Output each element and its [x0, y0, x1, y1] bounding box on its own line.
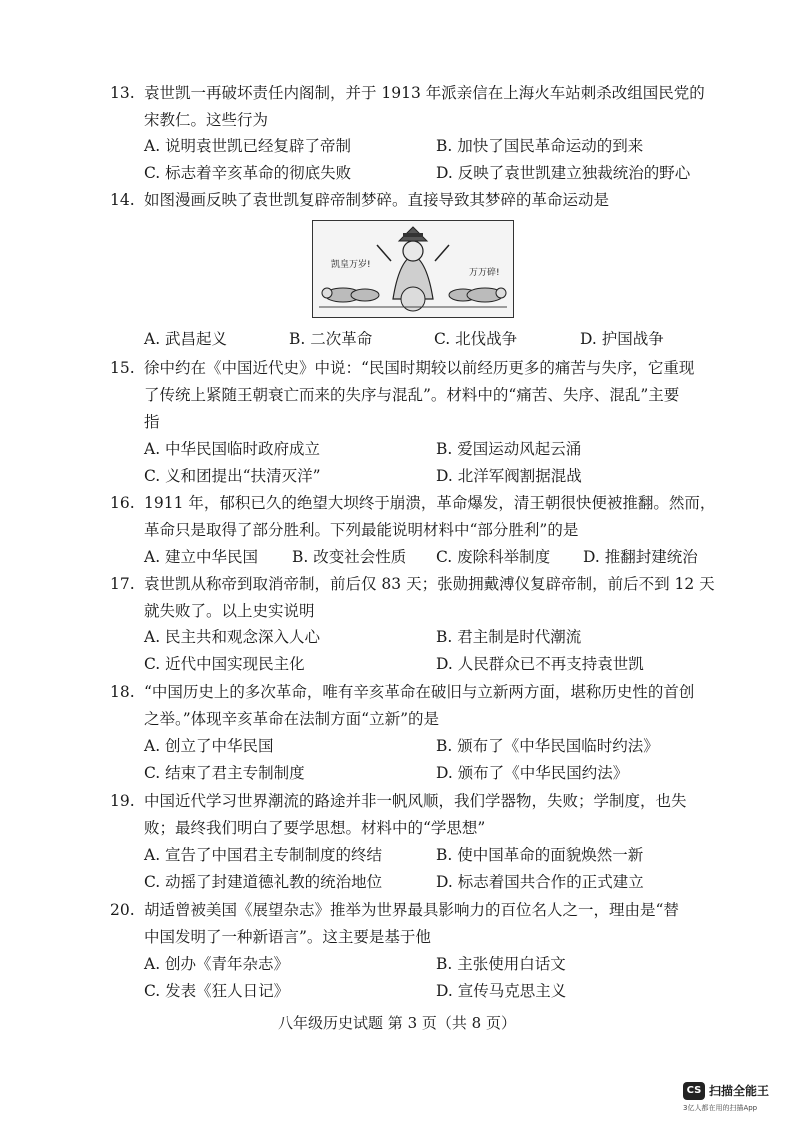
option-c: C. 结束了君主专制制度: [144, 764, 305, 782]
stem-line: 了传统上紧随王朝衰亡而来的失序与混乱”。材料中的“痛苦、失序、混乱”主要: [144, 386, 680, 404]
camscanner-logo-icon: CS: [683, 1082, 705, 1100]
question-number: 15.: [110, 359, 135, 377]
option-b: B. 主张使用白话文: [436, 955, 566, 973]
stem-line: 1911 年，郁积已久的绝望大坝终于崩溃，革命爆发，清王朝很快便被推翻。然而，: [144, 494, 716, 512]
option-c: C. 动摇了封建道德礼教的统治地位: [144, 873, 383, 891]
option-c: C. 近代中国实现民主化: [144, 655, 305, 673]
option-a: A. 说明袁世凯已经复辟了帝制: [144, 137, 352, 155]
option-a: A. 武昌起义: [144, 330, 228, 348]
option-a: A. 创办《青年杂志》: [144, 955, 290, 973]
yuan-shikai-cartoon: [312, 220, 514, 318]
option-d: D. 反映了袁世凯建立独裁统治的野心: [436, 164, 691, 182]
option-c: C. 义和团提出“扶清灭洋”: [144, 467, 321, 485]
question-16: [112, 490, 732, 544]
scanner-watermark: [683, 1082, 791, 1116]
stem-line: 就失败了。以上史实说明: [144, 602, 315, 620]
option-d: D. 宣传马克思主义: [436, 982, 567, 1000]
option-a: A. 建立中华民国: [144, 548, 259, 566]
option-a: A. 民主共和观念深入人心: [144, 628, 321, 646]
stem-line: 袁世凯从称帝到取消帝制，前后仅 83 天；张勋拥戴溥仪复辟帝制，前后不到 12 天: [144, 575, 715, 593]
stem-line: 胡适曾被美国《展望杂志》推举为世界最具影响力的百位名人之一，理由是“替: [144, 901, 679, 919]
question-18: [112, 679, 732, 733]
question-number: 14.: [110, 191, 135, 209]
option-d: D. 颁布了《中华民国约法》: [436, 764, 629, 782]
option-d: D. 人民群众已不再支持袁世凯: [436, 655, 644, 673]
question-17: [112, 571, 732, 625]
stem-line: 中国发明了一种新语言”。这主要是基于他: [144, 928, 431, 946]
question-13: [112, 80, 732, 134]
question-number: 18.: [110, 683, 135, 701]
question-stem: [144, 80, 732, 134]
page-footer: 八年级历史试题 第 3 页（共 8 页）: [278, 1014, 516, 1032]
option-b: B. 加快了国民革命运动的到来: [436, 137, 644, 155]
option-c: C. 发表《狂人日记》: [144, 982, 290, 1000]
option-b: B. 改变社会性质: [292, 548, 407, 566]
question-stem: [144, 187, 732, 214]
question-15: [112, 355, 732, 436]
stem-line: 革命只是取得了部分胜利。下列最能说明材料中“部分胜利”的是: [144, 521, 579, 539]
option-d: D. 标志着国共合作的正式建立: [436, 873, 644, 891]
question-19: [112, 788, 732, 842]
option-d: D. 北洋军阀割据混战: [436, 467, 582, 485]
question-stem: [144, 490, 732, 544]
option-a: A. 中华民国临时政府成立: [144, 440, 321, 458]
cartoon-caption-right: 万万碎!: [469, 268, 500, 278]
question-number: 17.: [110, 575, 135, 593]
stem-line: 袁世凯一再破坏责任内阁制，并于 1913 年派亲信在上海火车站刺杀改组国民党的: [144, 84, 705, 102]
question-number: 16.: [110, 494, 135, 512]
question-stem: [144, 897, 732, 951]
option-b: B. 二次革命: [289, 330, 373, 348]
option-c: C. 北伐战争: [434, 330, 518, 348]
option-c: C. 废除科举制度: [436, 548, 551, 566]
option-a: A. 宣告了中国君主专制制度的终结: [144, 846, 383, 864]
question-stem: [144, 788, 732, 842]
option-b: B. 颁布了《中华民国临时约法》: [436, 737, 659, 755]
question-number: 20.: [110, 901, 135, 919]
option-d: D. 推翻封建统治: [583, 548, 698, 566]
question-number: 19.: [110, 792, 135, 810]
option-b: B. 使中国革命的面貌焕然一新: [436, 846, 644, 864]
stem-line: 指: [144, 413, 160, 431]
watermark-tagline: 3亿人都在用的扫描App: [683, 1104, 758, 1112]
stem-line: “中国历史上的多次革命，唯有辛亥革命在破旧与立新两方面，堪称历史性的首创: [144, 683, 695, 701]
option-d: D. 护国战争: [580, 330, 664, 348]
option-b: B. 君主制是时代潮流: [436, 628, 582, 646]
option-a: A. 创立了中华民国: [144, 737, 274, 755]
stem-line: 徐中约在《中国近代史》中说：“民国时期较以前经历更多的痛苦与失序，它重现: [144, 359, 695, 377]
watermark-name: 扫描全能王: [709, 1084, 770, 1098]
option-b: B. 爱国运动风起云涌: [436, 440, 582, 458]
stem-line: 之举。”体现辛亥革命在法制方面“立新”的是: [144, 710, 440, 728]
question-14: [112, 187, 732, 214]
stem-line: 宋教仁。这些行为: [144, 111, 269, 129]
cartoon-caption-left: 凯皇万岁!: [331, 260, 371, 270]
question-stem: [144, 679, 732, 733]
stem-line: 中国近代学习世界潮流的路途并非一帆风顺，我们学器物，失败；学制度，也失: [144, 792, 687, 810]
question-stem: [144, 571, 732, 625]
stem-line: 如图漫画反映了袁世凯复辟帝制梦碎。直接导致其梦碎的革命运动是: [144, 191, 610, 209]
stem-line: 败；最终我们明白了要学思想。材料中的“学思想”: [144, 819, 486, 837]
question-number: 13.: [110, 84, 135, 102]
option-c: C. 标志着辛亥革命的彻底失败: [144, 164, 352, 182]
question-stem: [144, 355, 732, 436]
question-20: [112, 897, 732, 951]
